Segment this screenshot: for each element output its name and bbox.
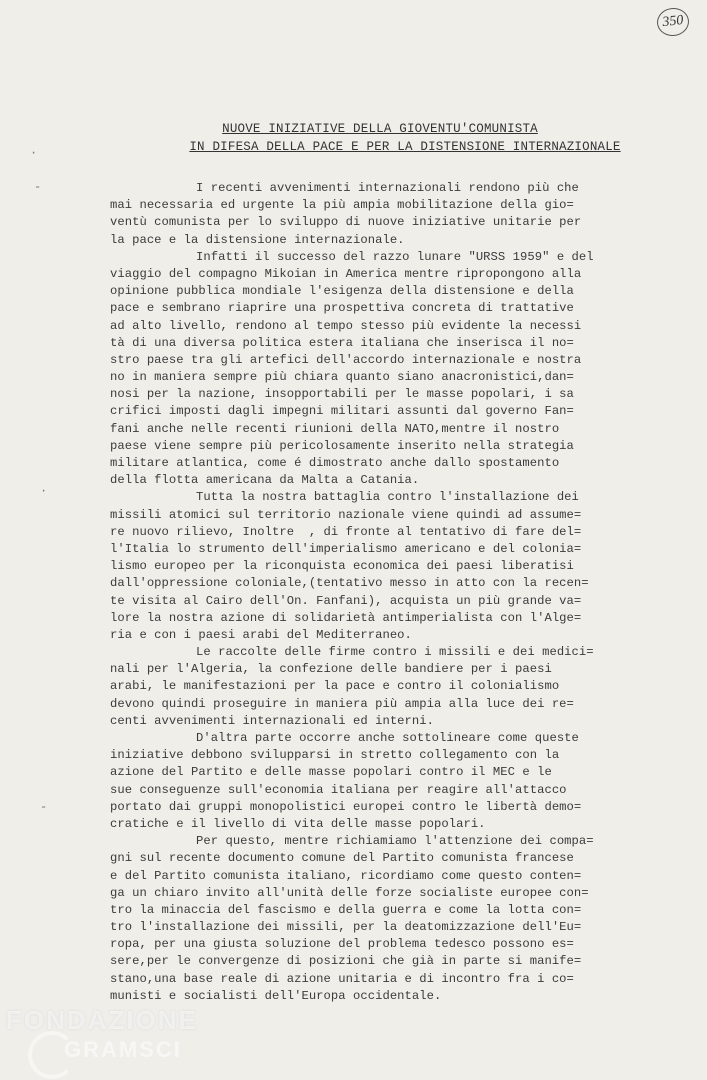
text-line: paese viene sempre più pericolosamente inserito nella strategia xyxy=(110,438,574,453)
text-line: fani anche nelle recenti riunioni della NATO,mentre il nostro xyxy=(110,421,560,436)
text-line: portato dai gruppi monopolistici europei contro le libertà demo= xyxy=(110,799,582,814)
text-line: devono quindi proseguire in maniera più ampia alla luce dei re= xyxy=(110,696,574,711)
document-title-line-2: IN DIFESA DELLA PACE E PER LA DISTENSIONE INTERNAZIONALE xyxy=(189,140,621,154)
text-line: pace e sembrano riaprire una prospettiva concreta di trattative xyxy=(110,301,574,316)
text-line: I recenti avvenimenti internazionali rendono più che xyxy=(196,181,579,195)
margin-mark: · xyxy=(30,146,38,160)
text-line: Le raccolte delle firme contro i missili e dei medici= xyxy=(196,645,594,660)
text-line: opinione pubblica mondiale l'esigenza della distensione e della xyxy=(110,284,574,299)
text-line: l'Italia lo strumento dell'imperialismo americano e del colonia= xyxy=(110,541,582,556)
document-body xyxy=(110,180,670,1005)
text-line: stano,una base reale di azione unitaria e di incontro fra i co= xyxy=(110,971,574,986)
text-line: della flotta americana da Malta a Catania. xyxy=(110,473,420,488)
text-line: ria e con i paesi arabi del Mediterraneo. xyxy=(110,627,412,642)
text-line: arabi, le manifestazioni per la pace e contro il colonialismo xyxy=(110,679,560,694)
text-line: missili atomici sul territorio nazionale viene quindi ad assume= xyxy=(110,507,582,522)
text-line: tro l'installazione dei missili, per la deatomizzazione dell'Eu= xyxy=(110,920,582,935)
text-line: sue conseguenze sull'economia italiana per reagire all'attacco xyxy=(110,782,567,797)
text-line: crifici imposti dagli impegni militari assunti dal governo Fan= xyxy=(110,404,574,419)
text-line: la pace e la distensione internazionale. xyxy=(110,232,405,247)
text-line: ad alto livello, rendono al tempo stesso più evidente la necessi xyxy=(110,318,582,333)
page-number: 350 xyxy=(656,6,691,37)
watermark-line-2: GRAMSCI xyxy=(64,1037,182,1062)
text-line: tro la minaccia del fascismo e della guerra e come la lotta con= xyxy=(110,902,582,917)
text-line: munisti e socialisti dell'Europa occidentale. xyxy=(110,988,442,1003)
text-line: iniziative debbono svilupparsi in stretto collegamento con la xyxy=(110,748,560,763)
text-line: gni sul recente documento comune del Partito comunista francese xyxy=(110,851,574,866)
text-line: Infatti il successo del razzo lunare "URSS 1959" e del xyxy=(196,249,594,264)
text-line: stro paese tra gli artefici dell'accordo internazionale e nostra xyxy=(110,352,582,367)
text-line: cratiche e il livello di vita delle masse popolari. xyxy=(110,816,486,831)
text-line: te visita al Cairo dell'On. Fanfani), acquista un più grande va= xyxy=(110,593,582,608)
text-line: e del Partito comunista italiano, ricordiamo come questo conten= xyxy=(110,868,582,883)
margin-mark: - xyxy=(34,180,42,194)
text-line: no in maniera sempre più chiara quanto siano anacronistici,dan= xyxy=(110,370,574,385)
text-line: lismo europeo per la riconquista economica dei paesi liberatisi xyxy=(110,559,574,574)
watermark-line-1: FONDAZIONE xyxy=(6,1005,198,1035)
text-line: azione del Partito e delle masse popolari contro il MEC e le xyxy=(110,765,552,780)
archive-watermark xyxy=(6,1005,246,1075)
margin-mark: - xyxy=(40,800,48,814)
text-line: Per questo, mentre richiamiamo l'attenzione dei compa= xyxy=(196,834,594,849)
text-line: centi avvenimenti internazionali ed interni. xyxy=(110,713,435,728)
text-line: sere,per le convergenze di posizioni che già in parte si manife= xyxy=(110,954,582,969)
text-line: lore la nostra azione di solidarietà antimperialista con l'Alge= xyxy=(110,610,582,625)
margin-mark: · xyxy=(40,484,48,498)
text-line: re nuovo rilievo, Inoltre , di fronte al tentativo di fare del= xyxy=(110,524,582,539)
document-title-line-1: NUOVE INIZIATIVE DELLA GIOVENTU'COMUNISTA xyxy=(222,122,538,136)
text-line: ventù comunista per lo sviluppo di nuove iniziative unitarie per xyxy=(110,215,582,230)
text-line: viaggio del compagno Mikoian in America mentre ripropongono alla xyxy=(110,266,582,281)
text-line: militare atlantica, come é dimostrato anche dallo spostamento xyxy=(110,456,560,470)
text-line: Tutta la nostra battaglia contro l'installazione dei xyxy=(196,490,579,505)
text-line: ropa, per una giusta soluzione del problema tedesco possono es= xyxy=(110,937,574,952)
text-line: dall'oppressione coloniale,(tentativo messo in atto con la recen= xyxy=(110,576,589,591)
text-line: nali per l'Algeria, la confezione delle bandiere per i paesi xyxy=(110,662,552,677)
text-line: mai necessaria ed urgente la più ampia mobilitazione della gio= xyxy=(110,198,574,213)
text-line: tà di una diversa politica estera italiana che inserisca il no= xyxy=(110,335,574,350)
text-line: ga un chiaro invito all'unità delle forze socialiste europee con= xyxy=(110,885,589,900)
text-line: D'altra parte occorre anche sottolineare come queste xyxy=(196,731,579,745)
text-line: nosi per la nazione, insopportabili per le masse popolari, i sa xyxy=(110,387,574,402)
